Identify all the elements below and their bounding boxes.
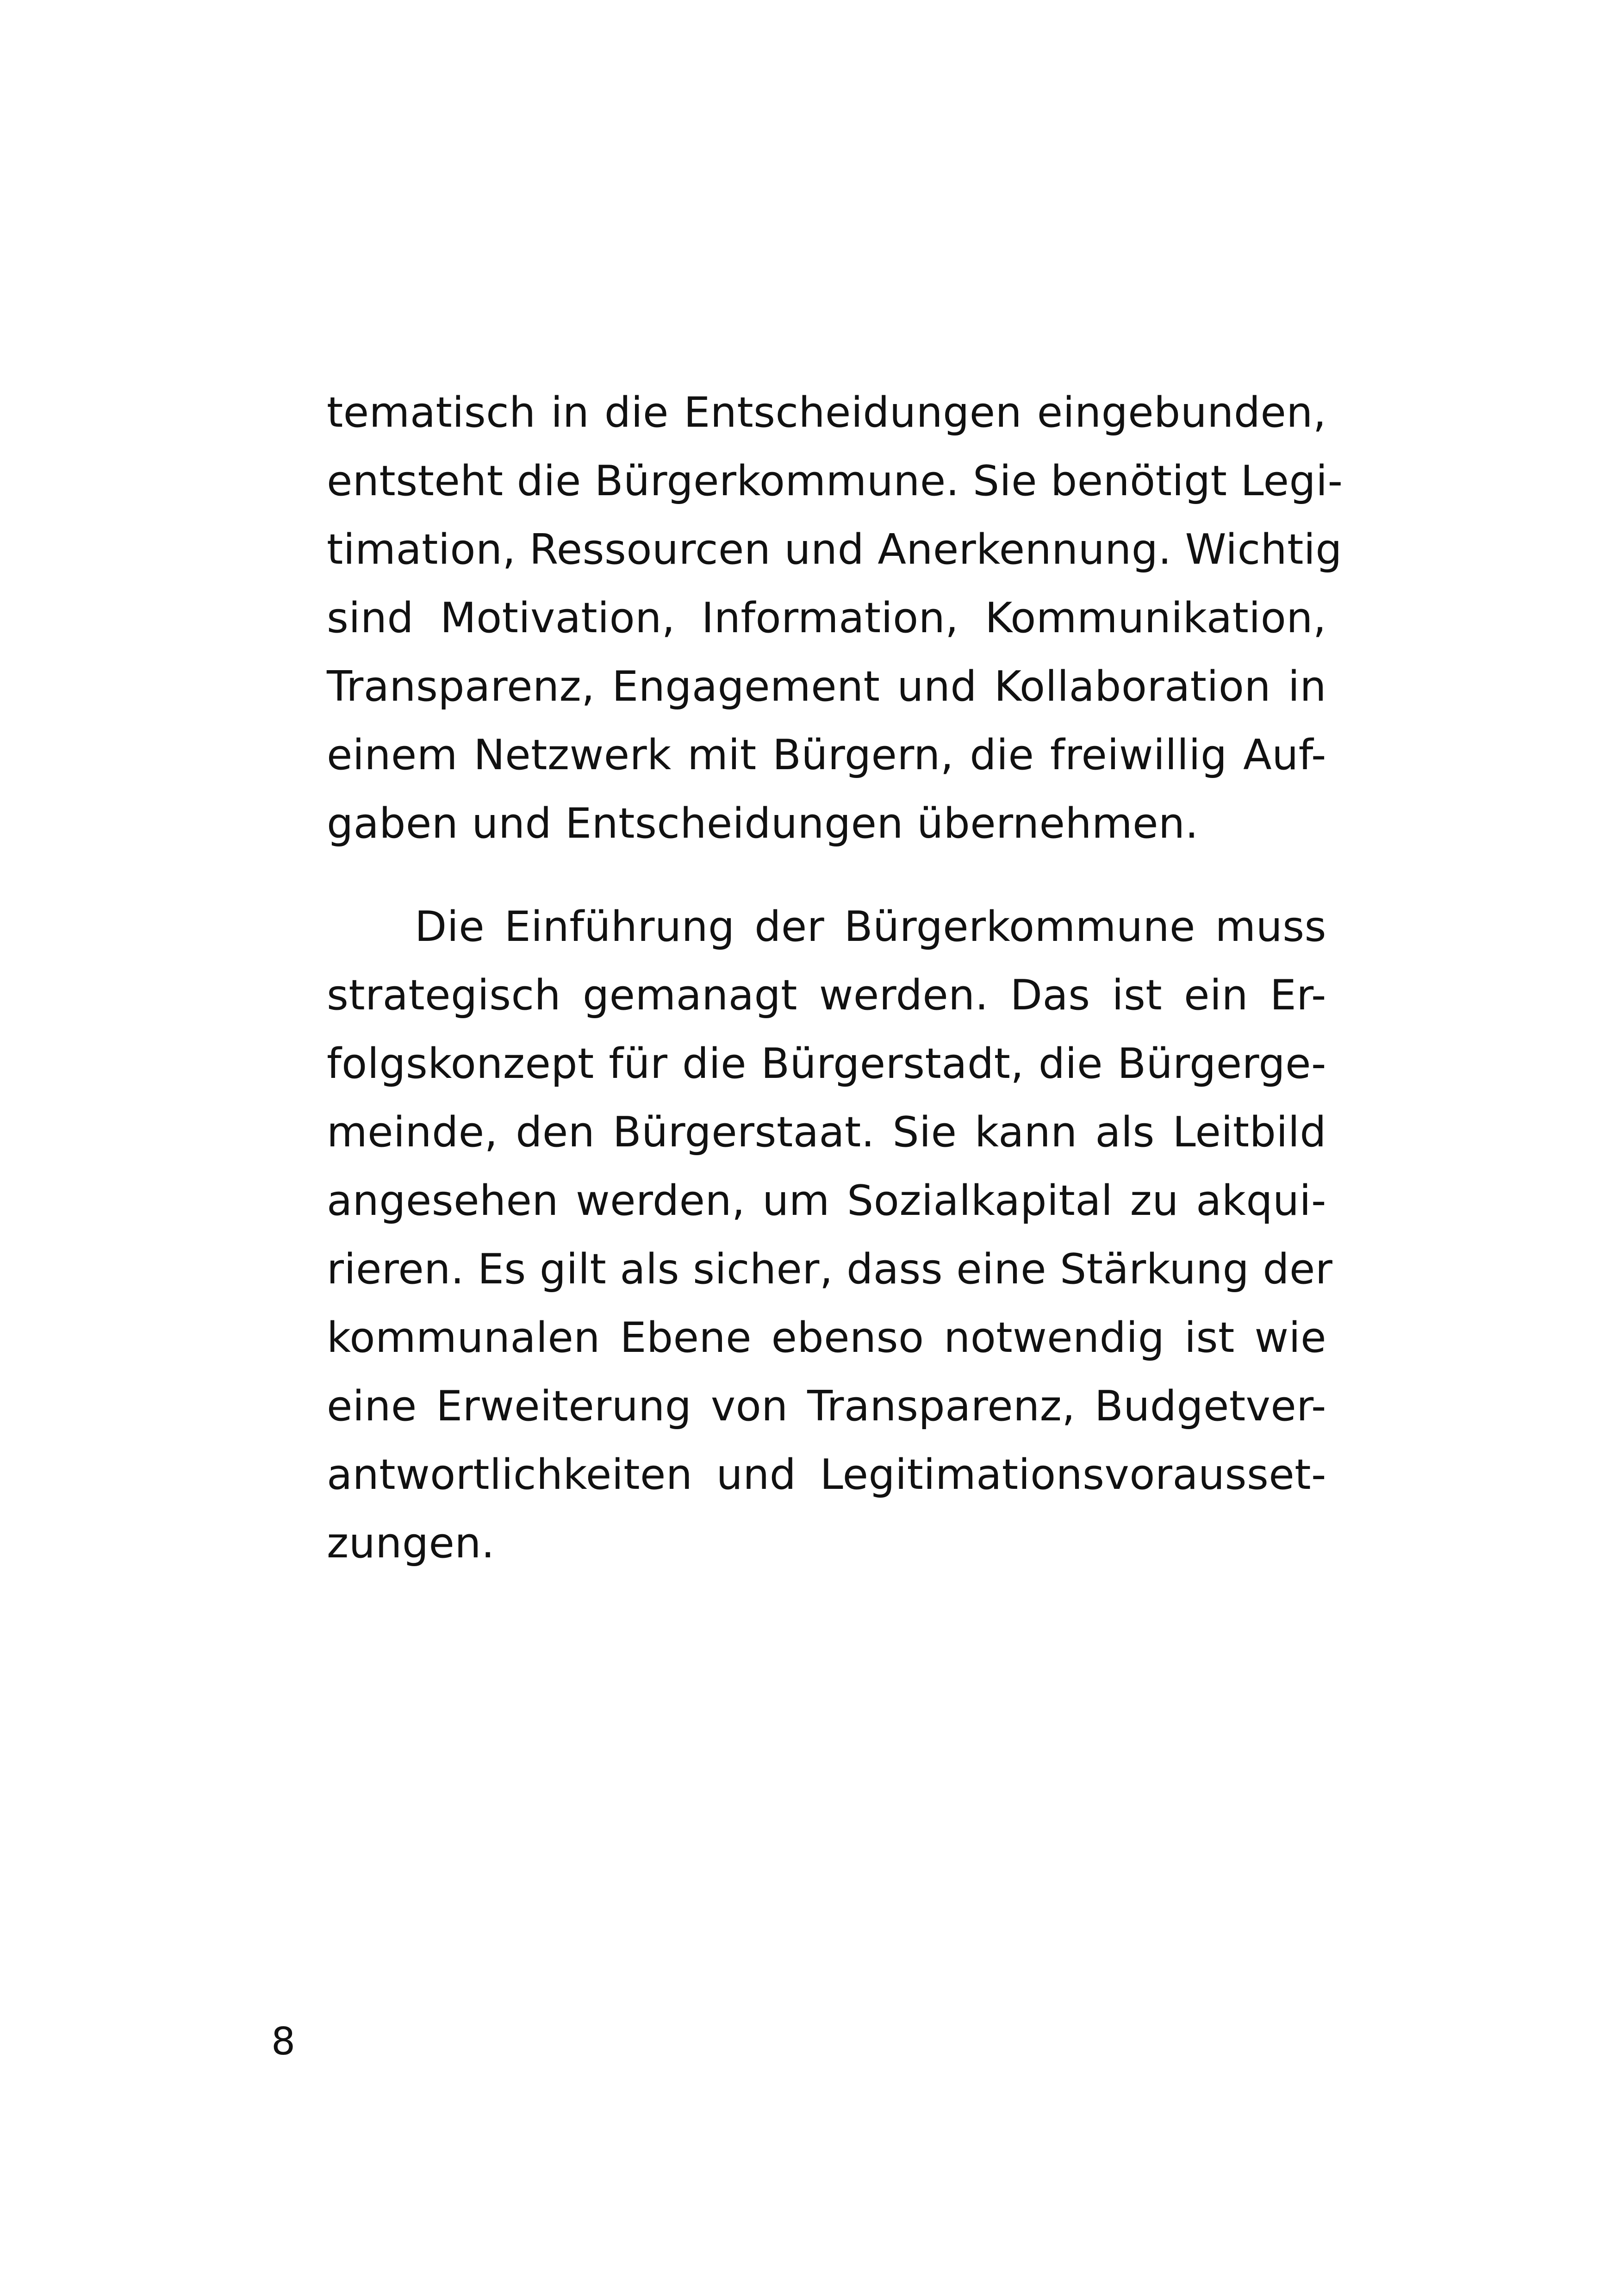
text-line: kommunalen Ebene ebenso notwendig ist wie bbox=[327, 1313, 1326, 1362]
paragraph-spacer bbox=[327, 858, 1326, 893]
paragraph-1 bbox=[327, 379, 1343, 858]
text-line: einem Netzwerk mit Bürgern, die freiwillig Auf- bbox=[327, 731, 1326, 779]
text-line: sind Motivation, Information, Kommunikation, bbox=[327, 594, 1326, 642]
paragraph-2 bbox=[327, 893, 1333, 1578]
text-line: meinde, den Bürgerstaat. Sie kann als Leitbild bbox=[327, 1108, 1326, 1157]
text-line: folgskonzept für die Bürgerstadt, die Bürgerge- bbox=[327, 1039, 1326, 1088]
text-line: angesehen werden, um Sozialkapital zu akqui- bbox=[327, 1176, 1326, 1225]
text-line: zungen. bbox=[327, 1519, 495, 1568]
text-line: eine Erweiterung von Transparenz, Budgetver- bbox=[327, 1382, 1326, 1431]
text-line: gaben und Entscheidungen übernehmen. bbox=[327, 799, 1199, 848]
text-line: Die Einführung der Bürgerkommune muss bbox=[415, 902, 1326, 951]
text-line: tematisch in die Entscheidungen eingebunden, bbox=[327, 388, 1326, 437]
text-line: strategisch gemanagt werden. Das ist ein Er- bbox=[327, 971, 1326, 1020]
text-line: rieren. Es gilt als sicher, dass eine Stärkung der bbox=[327, 1245, 1333, 1294]
text-line: entsteht die Bürgerkommune. Sie benötigt Legi- bbox=[327, 457, 1343, 505]
body-text bbox=[327, 379, 1343, 1578]
text-line: antwortlichkeiten und Legitimationsvorausset- bbox=[327, 1450, 1326, 1499]
text-line: Transparenz, Engagement und Kollaboration in bbox=[327, 662, 1326, 711]
text-line: timation, Ressourcen und Anerkennung. Wichtig bbox=[327, 525, 1343, 574]
page-number: 8 bbox=[271, 2020, 296, 2064]
